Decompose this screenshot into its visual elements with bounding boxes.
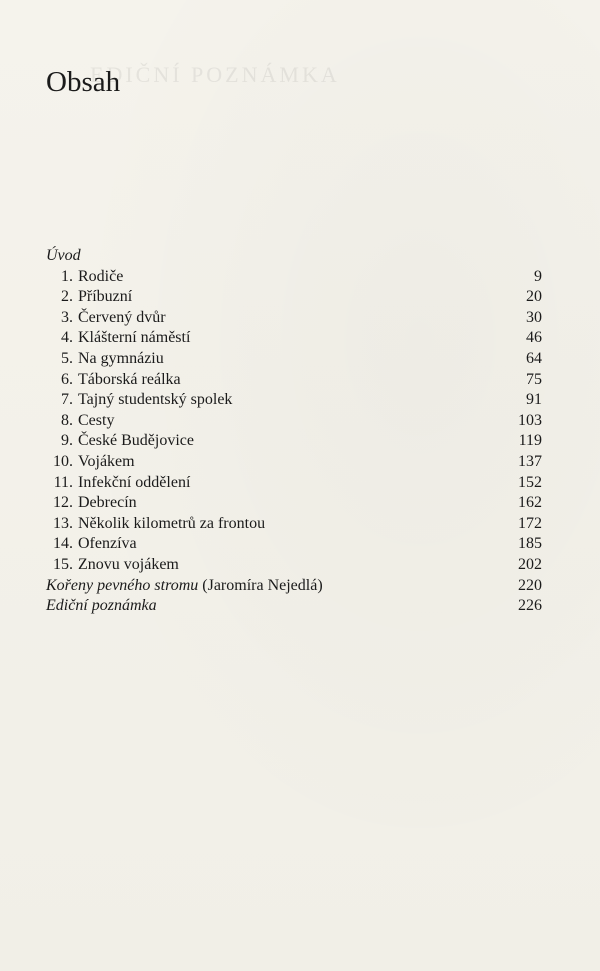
toc-entry [46, 411, 542, 432]
toc-page: 162 [518, 494, 542, 512]
toc-num: 4. [61, 329, 73, 347]
toc-num: 13. [53, 514, 73, 532]
toc-page: 119 [518, 432, 542, 450]
toc-page: 185 [518, 535, 542, 553]
toc-num: 9. [61, 432, 73, 450]
toc-entry [46, 534, 542, 555]
toc-page: 9 [534, 267, 542, 285]
toc-num: 10. [53, 452, 73, 470]
toc-page: 226 [518, 597, 542, 615]
toc-title: Ofenzíva [78, 535, 137, 553]
toc-title: Táborská reálka [78, 370, 181, 388]
toc-entry [46, 431, 542, 452]
toc-num: 2. [61, 288, 73, 306]
toc-page: 75 [526, 370, 542, 388]
toc-title: Vojákem [78, 452, 135, 470]
toc-title: Tajný studentský spolek [78, 391, 233, 409]
toc-entry [46, 308, 542, 329]
toc-entry [46, 514, 542, 535]
toc-page: 152 [518, 473, 542, 491]
toc-num: 8. [61, 411, 73, 429]
toc-afterword [46, 576, 542, 597]
toc-entry [46, 473, 542, 494]
toc-entry [46, 287, 542, 308]
toc-entry [46, 267, 542, 288]
toc-title: Cesty [78, 411, 115, 429]
toc-num: 3. [61, 308, 73, 326]
toc-title: Na gymnáziu [78, 349, 164, 367]
toc-page: 137 [518, 452, 542, 470]
toc-entry [46, 370, 542, 391]
toc-intro-label: Úvod [46, 247, 81, 264]
toc-entry [46, 328, 542, 349]
toc-entry [46, 555, 542, 576]
toc-entry [46, 349, 542, 370]
toc-num: 7. [61, 391, 73, 409]
page-title: Obsah [46, 66, 121, 98]
toc-title: Několik kilometrů za frontou [78, 514, 266, 532]
toc-num: 6. [61, 370, 73, 388]
table-of-contents [46, 246, 542, 617]
toc-editorial [46, 596, 542, 617]
toc-num: 11. [53, 473, 73, 491]
toc-num: 12. [53, 494, 73, 512]
toc-afterword-title: Kořeny pevného stromu [46, 576, 199, 594]
toc-num: 14. [53, 535, 73, 553]
toc-page: 172 [518, 514, 542, 532]
toc-title: Příbuzní [78, 288, 133, 306]
toc-num: 15. [53, 555, 73, 573]
toc-editorial-title: Ediční poznámka [46, 597, 157, 615]
toc-title: Červený dvůr [78, 308, 166, 326]
show-through-heading: EDIČNÍ POZNÁMKA [90, 62, 340, 87]
toc-page: 202 [518, 555, 542, 573]
toc-page: 91 [526, 391, 542, 409]
toc-page: 20 [526, 288, 542, 306]
toc-afterword-author: (Jaromíra Nejedlá) [198, 576, 323, 594]
toc-entry [46, 493, 542, 514]
toc-title: Klášterní náměstí [78, 329, 191, 347]
toc-title: Debrecín [78, 494, 137, 512]
toc-entry [46, 390, 542, 411]
toc-title: Znovu vojákem [78, 555, 179, 573]
toc-intro [46, 246, 542, 267]
toc-page: 30 [526, 308, 542, 326]
toc-page: 220 [518, 576, 542, 594]
toc-num: 1. [61, 267, 73, 285]
toc-title: Rodiče [78, 267, 124, 285]
toc-num: 5. [61, 349, 73, 367]
toc-title: České Budějovice [78, 432, 194, 450]
toc-entry [46, 452, 542, 473]
toc-page: 64 [526, 349, 542, 367]
toc-page: 46 [526, 329, 542, 347]
toc-title: Infekční oddělení [78, 473, 191, 491]
toc-page: 103 [518, 411, 542, 429]
